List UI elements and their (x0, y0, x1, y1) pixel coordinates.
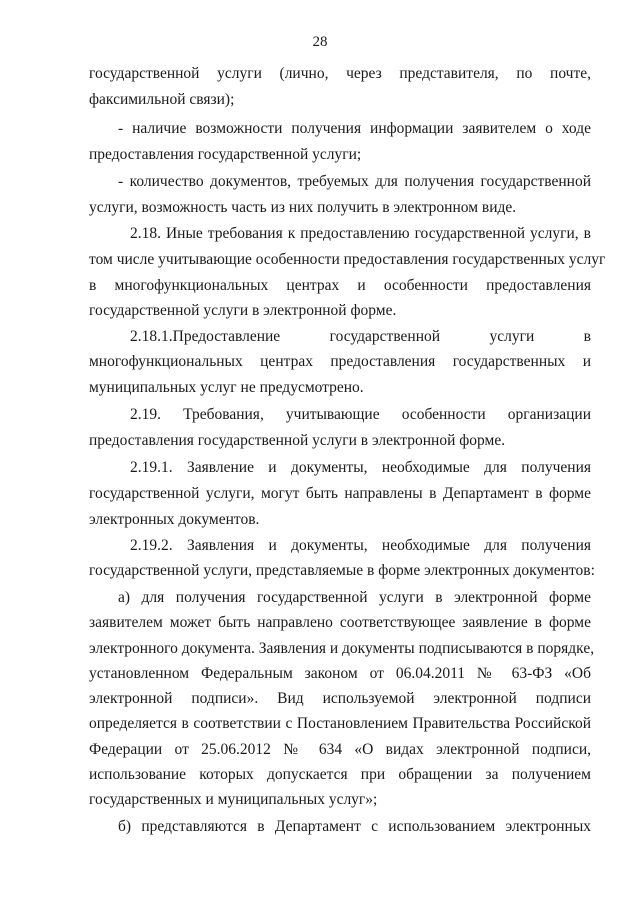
text-line: предоставления государственной услуги; (89, 146, 362, 163)
text-line: 2.18.1.Предоставление государственной услуги в (130, 328, 591, 345)
text-line: в многофункциональных центрах и особенности предоставления (89, 277, 591, 294)
text-line: электронного документа. Заявления и документы подписываются в порядке, (89, 640, 595, 657)
text-line: предоставления государственной услуги в электронной форме. (89, 432, 506, 449)
text-line: 2.19.1. Заявление и документы, необходимые для получения (130, 459, 591, 476)
text-line: 2.19.2. Заявления и документы, необходимые для получения (130, 537, 591, 554)
text-line: государственных и муниципальных услуг»; (89, 791, 378, 808)
text-line: - количество документов, требуемых для получения государственной (118, 173, 591, 190)
text-line: многофункциональных центрах предоставления государственных и (89, 353, 591, 370)
text-line: государственной услуги, представляемые в форме электронных документов: (89, 562, 595, 579)
text-line: 2.18. Иные требования к предоставлению государственной услуги, в (130, 225, 591, 242)
text-line: факсимильной связи); (89, 91, 235, 108)
text-line: услуги, возможность часть из них получить в электронном виде. (89, 199, 517, 216)
text-line: муниципальных услуг не предусмотрено. (89, 379, 364, 396)
page-number: 28 (312, 34, 328, 50)
text-line: б) представляются в Департамент с использованием электронных (118, 818, 591, 835)
text-line: электронных документов. (89, 511, 260, 528)
text-line: государственной услуги в электронной форме. (89, 302, 397, 319)
text-line: заявителем может быть направлено соответствующее заявление в форме (89, 614, 591, 631)
text-line: установленном Федеральным законом от 06.04.2011 № 63-ФЗ «Об (89, 665, 591, 682)
text-line: том числе учитывающие особенности предоставления государственных услуг (89, 251, 606, 268)
text-line: Федерации от 25.06.2012 № 634 «О видах электронной подписи, (89, 741, 591, 758)
text-line: государственной услуги, могут быть направлены в Департамент в форме (89, 485, 591, 502)
text-line: 2.19. Требования, учитывающие особенности организации (130, 406, 591, 423)
text-line: определяется в соответствии с Постановлением Правительства Российской (89, 715, 591, 732)
text-line: а) для получения государственной услуги в электронной форме (118, 589, 591, 606)
text-line: государственной услуги (лично, через представителя, по почте, (89, 65, 591, 82)
text-line: электронной подписи». Вид используемой электронной подписи (89, 690, 591, 707)
text-line: - наличие возможности получения информации заявителем о ходе (118, 120, 591, 137)
text-line: использование которых допускается при обращении за получением (89, 766, 591, 783)
